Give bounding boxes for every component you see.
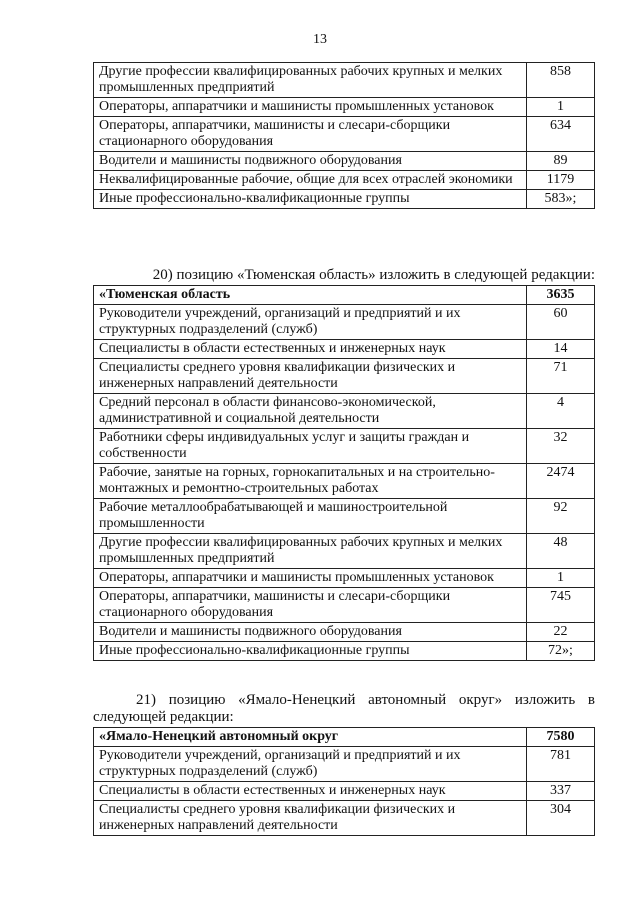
occupation-group: Рабочие металлообрабатывающей и машиностроительной промышленности <box>94 499 527 534</box>
occupation-count: 1 <box>527 98 595 117</box>
occupation-group: Водители и машинисты подвижного оборудования <box>94 623 527 642</box>
table-row <box>94 588 595 623</box>
occupation-count: 22 <box>527 623 595 642</box>
occupation-group: Рабочие, занятые на горных, горнокапитальных и на строительно-монтажных и ремонтно-строительных работах <box>94 464 527 499</box>
table-row <box>94 747 595 782</box>
occupation-count: 858 <box>527 63 595 98</box>
table-row <box>94 98 595 117</box>
table-row <box>94 63 595 98</box>
region-name: «Тюменская область <box>94 286 527 305</box>
page-number: 13 <box>313 32 327 47</box>
paragraph-21 <box>93 692 595 726</box>
table-row <box>94 359 595 394</box>
occupation-group: Операторы, аппаратчики, машинисты и слесари-сборщики стационарного оборудования <box>94 117 527 152</box>
occupation-group: Неквалифицированные рабочие, общие для всех отраслей экономики <box>94 171 527 190</box>
occupation-group: Операторы, аппаратчики и машинисты промышленных установок <box>94 569 527 588</box>
table-row <box>94 623 595 642</box>
table-row <box>94 305 595 340</box>
occupation-count: 304 <box>527 801 595 836</box>
table-yamalo-nenets <box>93 727 595 836</box>
occupation-count: 71 <box>527 359 595 394</box>
table-tyumen-region <box>93 285 595 661</box>
occupation-group: Иные профессионально-квалификационные группы <box>94 642 527 661</box>
occupation-count: 92 <box>527 499 595 534</box>
table-row <box>94 429 595 464</box>
table-row <box>94 782 595 801</box>
occupation-group: Специалисты среднего уровня квалификации физических и инженерных направлений деятельности <box>94 801 527 836</box>
occupation-count: 60 <box>527 305 595 340</box>
paragraph-21-text: 21) позицию «Ямало-Ненецкий автономный округ» изложить в следующей редакции: <box>93 692 595 725</box>
table-row <box>94 394 595 429</box>
region-name: «Ямало-Ненецкий автономный округ <box>94 728 527 747</box>
occupation-count: 337 <box>527 782 595 801</box>
region-total: 7580 <box>527 728 595 747</box>
occupation-count: 1179 <box>527 171 595 190</box>
table-row <box>94 152 595 171</box>
occupation-group: Средний персонал в области финансово-экономической, административной и социальной деятельности <box>94 394 527 429</box>
occupation-count: 48 <box>527 534 595 569</box>
occupation-group: Работники сферы индивидуальных услуг и защиты граждан и собственности <box>94 429 527 464</box>
occupation-group: Руководители учреждений, организаций и предприятий и их структурных подразделений (служб) <box>94 747 527 782</box>
table-continuation <box>93 62 595 209</box>
table-row <box>94 642 595 661</box>
region-total: 3635 <box>527 286 595 305</box>
paragraph-20: 20) позицию «Тюменская область» изложить в следующей редакции: <box>152 267 595 283</box>
occupation-count: 32 <box>527 429 595 464</box>
occupation-group: Специалисты в области естественных и инженерных наук <box>94 340 527 359</box>
table-row <box>94 499 595 534</box>
occupation-count: 4 <box>527 394 595 429</box>
occupation-count: 583»; <box>527 190 595 209</box>
table-row <box>94 534 595 569</box>
table-row <box>94 340 595 359</box>
occupation-count: 745 <box>527 588 595 623</box>
table-row <box>94 117 595 152</box>
occupation-count: 72»; <box>527 642 595 661</box>
table-row <box>94 801 595 836</box>
table-row <box>94 569 595 588</box>
occupation-count: 781 <box>527 747 595 782</box>
occupation-group: Другие профессии квалифицированных рабочих крупных и мелких промышленных предприятий <box>94 534 527 569</box>
occupation-group: Другие профессии квалифицированных рабочих крупных и мелких промышленных предприятий <box>94 63 527 98</box>
occupation-group: Специалисты среднего уровня квалификации физических и инженерных направлений деятельности <box>94 359 527 394</box>
occupation-count: 2474 <box>527 464 595 499</box>
occupation-group: Водители и машинисты подвижного оборудования <box>94 152 527 171</box>
occupation-group: Операторы, аппаратчики и машинисты промышленных установок <box>94 98 527 117</box>
occupation-count: 14 <box>527 340 595 359</box>
occupation-group: Операторы, аппаратчики, машинисты и слесари-сборщики стационарного оборудования <box>94 588 527 623</box>
occupation-count: 1 <box>527 569 595 588</box>
occupation-group: Иные профессионально-квалификационные группы <box>94 190 527 209</box>
table-header-row <box>94 286 595 305</box>
table-row <box>94 464 595 499</box>
occupation-group: Специалисты в области естественных и инженерных наук <box>94 782 527 801</box>
table-row <box>94 190 595 209</box>
occupation-group: Руководители учреждений, организаций и предприятий и их структурных подразделений (служб) <box>94 305 527 340</box>
table-header-row <box>94 728 595 747</box>
occupation-count: 634 <box>527 117 595 152</box>
table-row <box>94 171 595 190</box>
occupation-count: 89 <box>527 152 595 171</box>
